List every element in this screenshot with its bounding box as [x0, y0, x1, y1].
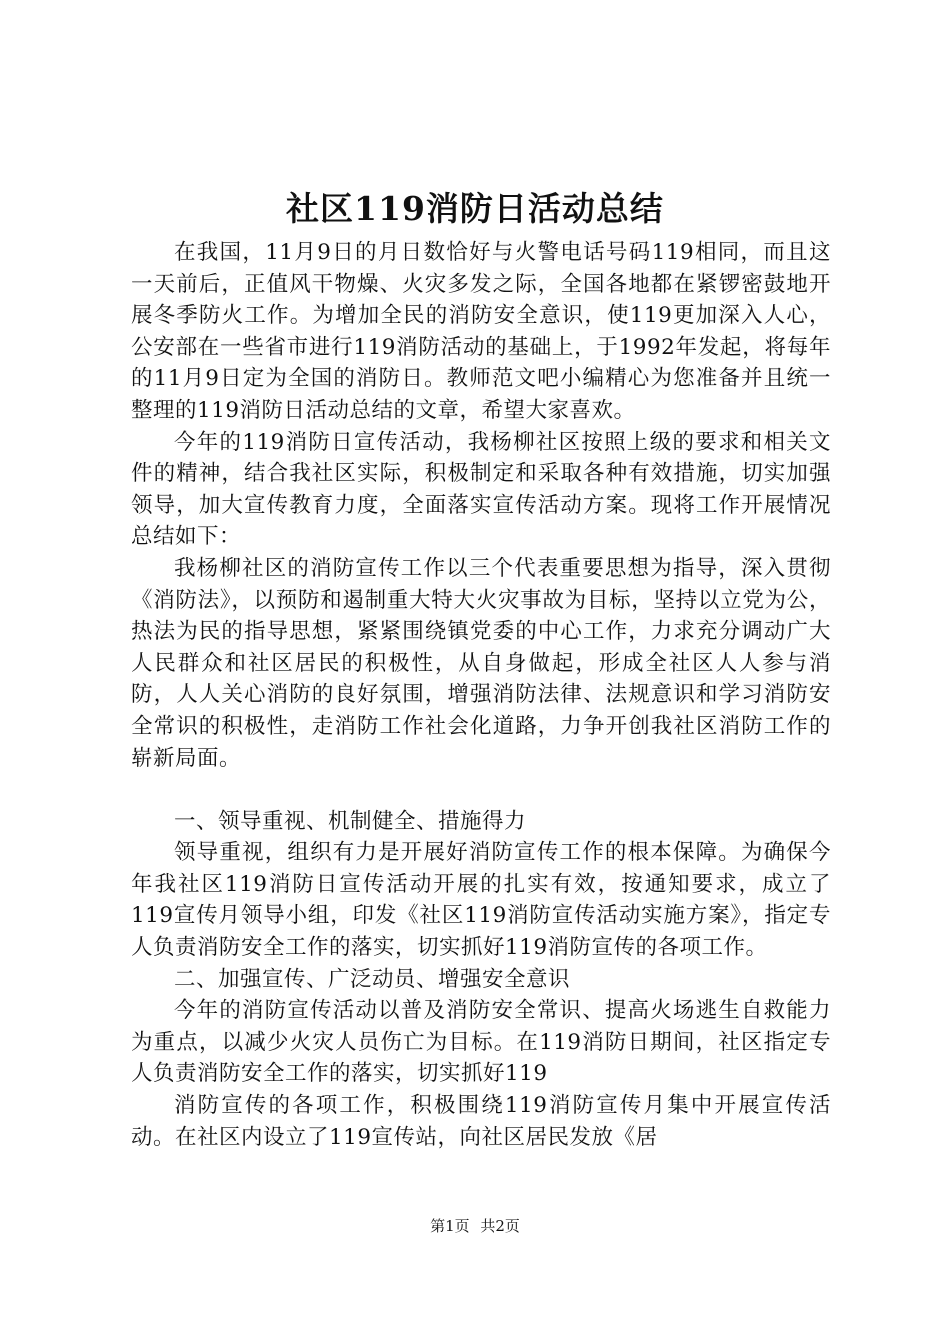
- section-heading-2: 二、加强宣传、广泛动员、增强安全意识: [174, 966, 571, 992]
- document-body: [131, 237, 831, 1153]
- section-text-2-continued: 消防宣传的各项工作，积极围绕119消防宣传月集中开展宣传活动。在社区内设立了119宣传站，向社区居民发放《居: [131, 1093, 831, 1150]
- section-heading-1: 一、领导重视、机制健全、措施得力: [174, 808, 527, 834]
- page-number-current: 第1页: [430, 1217, 470, 1235]
- paragraph-summary: 今年的119消防日宣传活动，我杨柳社区按照上级的要求和相关文件的精神，结合我社区实际，积极制定和采取各种有效措施，切实加强领导，加大宣传教育力度，全面落实宣传活动方案。现将工作开展情况总结如下：: [131, 429, 831, 550]
- paragraph-intro: 在我国，11月9日的月日数恰好与火警电话号码119相同，而且这一天前后，正值风干物燥、火灾多发之际，全国各地都在紧锣密鼓地开展冬季防火工作。为增加全民的消防安全意识，使119更加深入人心，公安部在一些省市进行119消防活动的基础上，于1992年发起，将每年的11月9日定为全国的消防日。教师范文吧小编精心为您准备并且统一整理的119消防日活动总结的文章，希望大家喜欢。: [131, 240, 831, 423]
- page-footer: [0, 1216, 950, 1236]
- section-text-1: 领导重视，组织有力是开展好消防宣传工作的根本保障。为确保今年我社区119消防日宣传活动开展的扎实有效，按通知要求，成立了119宣传月领导小组，印发《社区119消防宣传活动实施方案》，指定专人负责消防安全工作的落实，切实抓好119消防宣传的各项工作。: [131, 840, 831, 961]
- page-number-total: 共2页: [480, 1217, 520, 1235]
- paragraph-guidance: 我杨柳社区的消防宣传工作以三个代表重要思想为指导，深入贯彻《消防法》，以预防和遏制重大特大火灾事故为目标，坚持以立党为公，热法为民的指导思想，紧紧围绕镇党委的中心工作，力求充分调动广大人民群众和社区居民的积极性，从自身做起，形成全社区人人参与消防，人人关心消防的良好氛围，增强消防法律、法规意识和学习消防安全常识的积极性，走消防工作社会化道路，力争开创我社区消防工作的崭新局面。: [131, 555, 831, 771]
- page-title: 社区119消防日活动总结: [286, 189, 664, 228]
- paragraph-spacer: [131, 774, 831, 806]
- section-text-2: 今年的消防宣传活动以普及消防安全常识、提高火场逃生自救能力为重点，以减少火灾人员伤亡为目标。在119消防日期间，社区指定专人负责消防安全工作的落实，切实抓好119: [131, 998, 831, 1087]
